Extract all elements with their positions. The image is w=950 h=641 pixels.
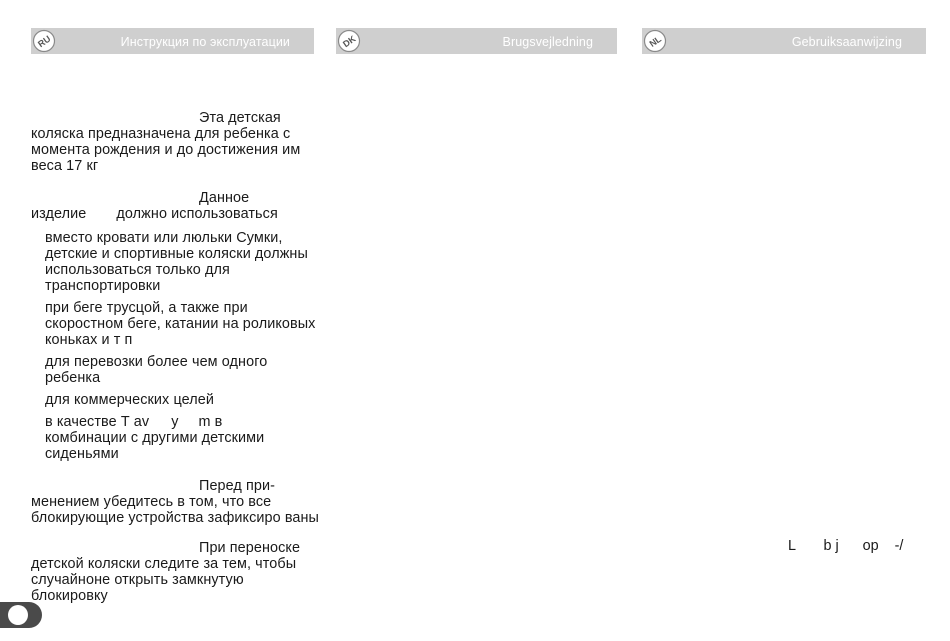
- list-item-part: у: [171, 414, 179, 430]
- header-title-ru: Инструкция по эксплуатации: [120, 35, 290, 49]
- header-dk: [336, 28, 617, 54]
- paragraph-lead: Перед при-: [199, 478, 276, 494]
- svg-text:RU: RU: [36, 33, 53, 50]
- paragraph-body: менением убедитесь в том, что все блокирующие устройства зафиксиро ваны: [31, 494, 319, 526]
- paragraph-do-not-use: [31, 190, 321, 222]
- paragraph-check-locks: [31, 478, 321, 526]
- paragraph-intended-use: [31, 110, 321, 174]
- header-ru: [31, 28, 314, 54]
- list-item: для коммерческих целей: [45, 392, 214, 408]
- ru-column: [31, 110, 321, 604]
- paragraph-lead: Данное: [199, 190, 250, 206]
- header-nl: [642, 28, 926, 54]
- language-badge-nl-icon: [643, 29, 667, 53]
- restriction-list: [31, 230, 321, 462]
- paragraph-word: должно использоваться: [116, 206, 278, 222]
- paragraph-lead: Эта детская: [199, 110, 281, 126]
- header-title-dk: Brugsvejledning: [502, 35, 593, 49]
- language-badge-dk-icon: [337, 29, 361, 53]
- list-item-part: m в: [198, 414, 223, 430]
- paragraph-word: изделие: [31, 206, 87, 222]
- paragraph-body: детской коляски следите за тем, чтобы случайноне открыть замкнутую блокировку: [31, 556, 297, 604]
- list-item: вместо кровати или люльки Сумки, детские и спортивные коляски должны использоваться только для транспортировки: [45, 230, 308, 294]
- list-item-part: в качестве Т av: [45, 414, 150, 430]
- list-item: [45, 414, 321, 462]
- paragraph-lead: При переноске: [199, 540, 301, 556]
- list-item: при беге трусцой, а также при скоростном беге, катании на роликовых коньках и т п: [45, 300, 316, 348]
- nl-text-fragment: L b j op -/: [788, 538, 904, 554]
- list-item-part: комбинации с другими детскими сиденьями: [45, 430, 265, 462]
- svg-text:DK: DK: [341, 33, 358, 50]
- paragraph-carrying: [31, 540, 321, 604]
- paragraph-body: коляска предназначена для ребенка с момента рождения и до достижения им веса 17 кг: [31, 126, 301, 174]
- svg-text:NL: NL: [647, 33, 664, 49]
- page-tab-dot: [8, 605, 28, 625]
- header-title-nl: Gebruiksaanwijzing: [791, 35, 902, 49]
- list-item: для перевозки более чем одного ребенка: [45, 354, 268, 386]
- language-badge-ru-icon: [32, 29, 56, 53]
- page-tab-marker: [0, 602, 42, 628]
